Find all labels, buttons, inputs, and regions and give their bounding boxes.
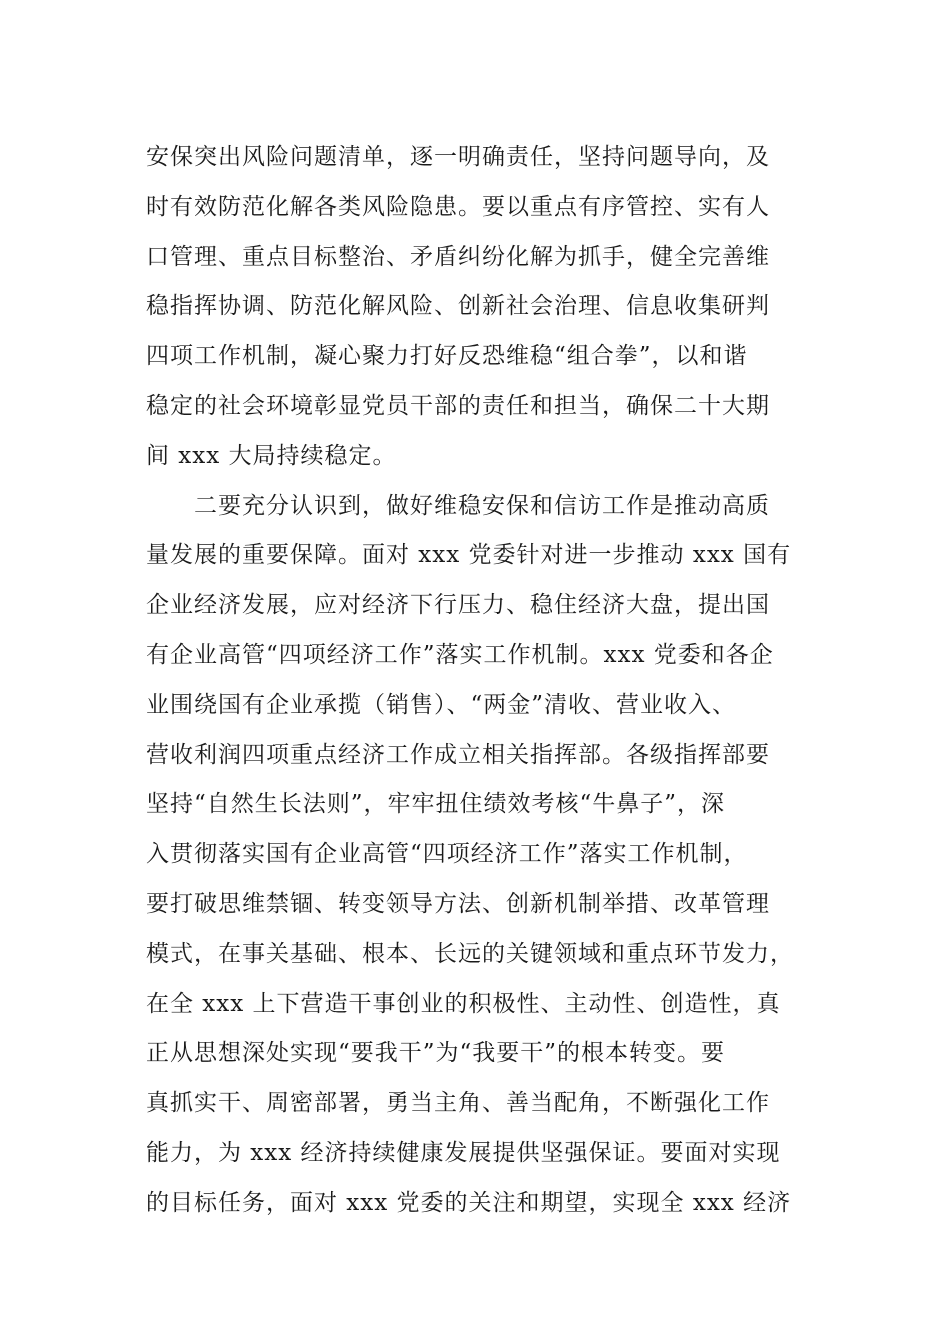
text-line: 有企业高管“四项经济工作”落实工作机制。xxx 党委和各企 <box>146 641 774 668</box>
text-line: 时有效防范化解各类风险隐患。要以重点有序管控、实有人 <box>146 193 770 220</box>
text-line: 营收利润四项重点经济工作成立相关指挥部。各级指挥部要 <box>146 741 770 768</box>
text-line: 企业经济发展，应对经济下行压力、稳住经济大盘，提出国 <box>146 592 770 619</box>
text-line: 能力，为 xxx 经济持续健康发展提供坚强保证。要面对实现 <box>146 1139 781 1166</box>
text-line: 间 xxx 大局持续稳定。 <box>146 442 397 469</box>
text-line: 安保突出风险问题清单，逐一明确责任，坚持问题导向，及 <box>146 144 770 170</box>
text-line: 的目标任务，面对 xxx 党委的关注和期望，实现全 xxx 经济 <box>146 1189 792 1216</box>
text-line: 在全 xxx 上下营造干事创业的积极性、主动性、创造性，真 <box>146 990 781 1017</box>
text-line: 要打破思维禁锢、转变领导方法、创新机制举措、改革管理 <box>146 890 770 917</box>
text-line: 稳定的社会环境彰显党员干部的责任和担当，确保二十大期 <box>146 392 770 419</box>
text-line: 稳指挥协调、防范化解风险、创新社会治理、信息收集研判 <box>146 293 770 320</box>
text-line: 模式，在事关基础、根本、长远的关键领域和重点环节发力， <box>146 940 794 967</box>
text-line: 四项工作机制，凝心聚力打好反恐维稳“组合拳”，以和谐 <box>146 343 748 370</box>
text-line: 量发展的重要保障。面对 xxx 党委针对进一步推动 xxx 国有 <box>146 542 792 569</box>
text-line: 坚持“自然生长法则”，牢牢扭住绩效考核“牛鼻子”，深 <box>146 791 726 818</box>
text-line: 口管理、重点目标整治、矛盾纠纷化解为抓手，健全完善维 <box>146 243 770 270</box>
text-line: 入贯彻落实国有企业高管“四项经济工作”落实工作机制， <box>146 841 748 868</box>
text-line: 真抓实干、周密部署，勇当主角、善当配角，不断强化工作 <box>146 1090 770 1117</box>
body-text <box>146 133 816 1229</box>
text-line: 业围绕国有企业承揽（销售）、“两金”清收、营业收入、 <box>146 691 737 718</box>
paragraph-first-line: 二要充分认识到，做好维稳安保和信访工作是推动高质 <box>194 492 770 519</box>
text-line: 正从思想深处实现“要我干”为“我要干”的根本转变。要 <box>146 1040 726 1067</box>
